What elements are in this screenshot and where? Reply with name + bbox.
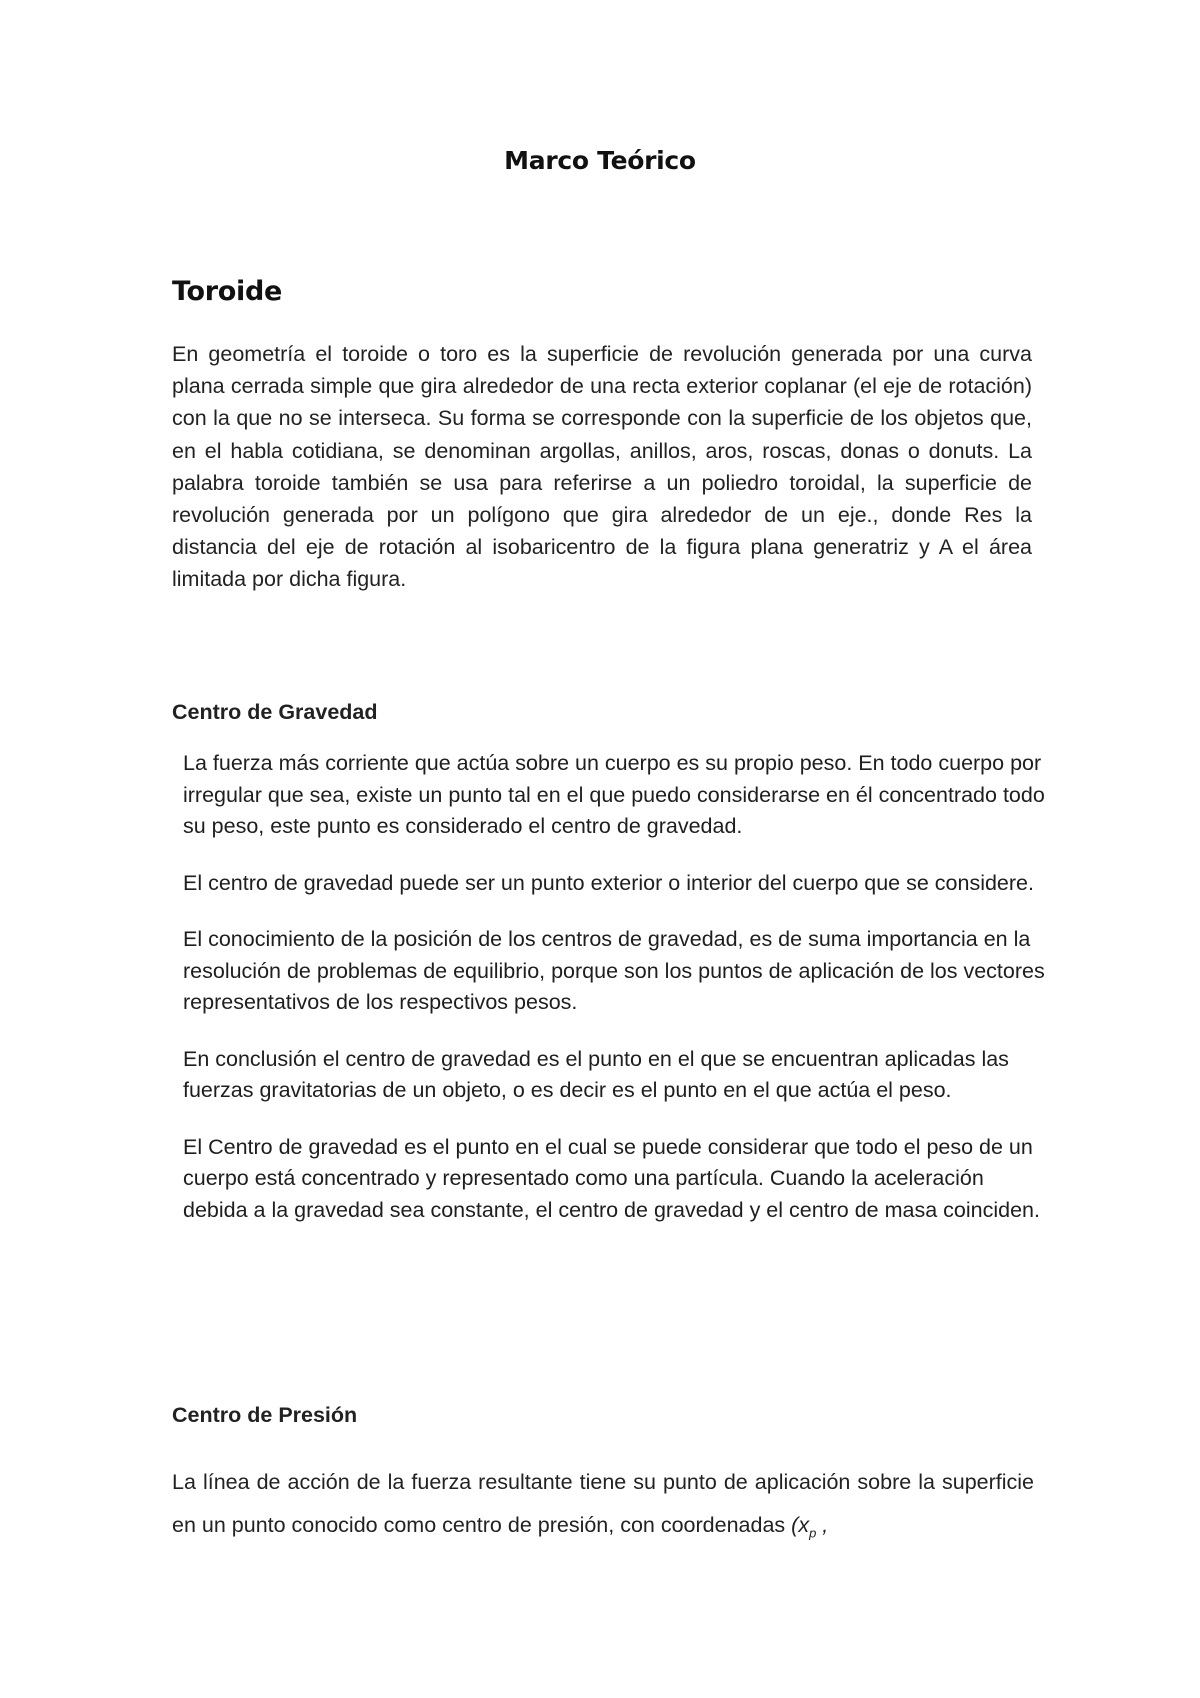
document-title: Marco Teórico xyxy=(504,146,696,175)
coord-subscript: p xyxy=(809,1525,817,1541)
centro-presion-text: La línea de acción de la fuerza resultante tiene su punto de aplicación sobre la superficie en un punto conocido como centro de presión, con coordenadas xyxy=(172,1470,1034,1537)
gravedad-paragraph-4: En conclusión el centro de gravedad es el punto en el que se encuentran aplicadas las fuerzas gravitatorias de un objeto, o es decir es el punto en el que actúa el peso. xyxy=(183,1046,1009,1102)
coordinate-expression xyxy=(791,1513,829,1541)
centro-presion-paragraph xyxy=(172,1461,1034,1554)
gravedad-paragraph-3: El conocimiento de la posición de los centros de gravedad, es de suma importancia en la resolución de problemas de equilibrio, porque son los puntos de aplicación de los vectores representativos de los respectivos pesos. xyxy=(183,927,1045,1014)
section-heading-toroide: Toroide xyxy=(172,276,283,307)
centro-gravedad-text-block xyxy=(183,748,1053,1251)
section-heading-centro-gravedad: Centro de Gravedad xyxy=(172,700,378,724)
coord-open: (x xyxy=(791,1513,810,1537)
section-heading-centro-presion: Centro de Presión xyxy=(172,1403,358,1427)
gravedad-paragraph-5: El Centro de gravedad es el punto en el cual se puede considerar que todo el peso de un cuerpo está concentrado y representado como una partícula. Cuando la aceleración debida a la gravedad sea constante, el centro de gravedad y el centro de masa coinciden. xyxy=(183,1134,1040,1222)
gravedad-paragraph-1: La fuerza más corriente que actúa sobre un cuerpo es su propio peso. En todo cuerpo por irregular que sea, existe un punto tal en el que puedo considerarse en él concentrado todo su peso, este punto es considerado el centro de gravedad. xyxy=(183,751,1045,838)
toroide-paragraph: En geometría el toroide o toro es la superficie de revolución generada por una curva plana cerrada simple que gira alrededor de una recta exterior coplanar (el eje de rotación) con la que no se interseca. Su forma se corresponde con la superficie de los objetos que, en el habla cotidiana, se denominan argollas, anillos, aros, roscas, donas o donuts. La palabra toroide también se usa para referirse a un poliedro toroidal, la superficie de revolución generada por un polígono que gira alrededor de un eje., donde Res la distancia del eje de rotación al isobaricentro de la figura plana generatriz y A el área limitada por dicha figura. xyxy=(172,342,1032,592)
gravedad-paragraph-2: El centro de gravedad puede ser un punto exterior o interior del cuerpo que se considere. xyxy=(183,870,1034,895)
coord-close: , xyxy=(822,1513,829,1537)
